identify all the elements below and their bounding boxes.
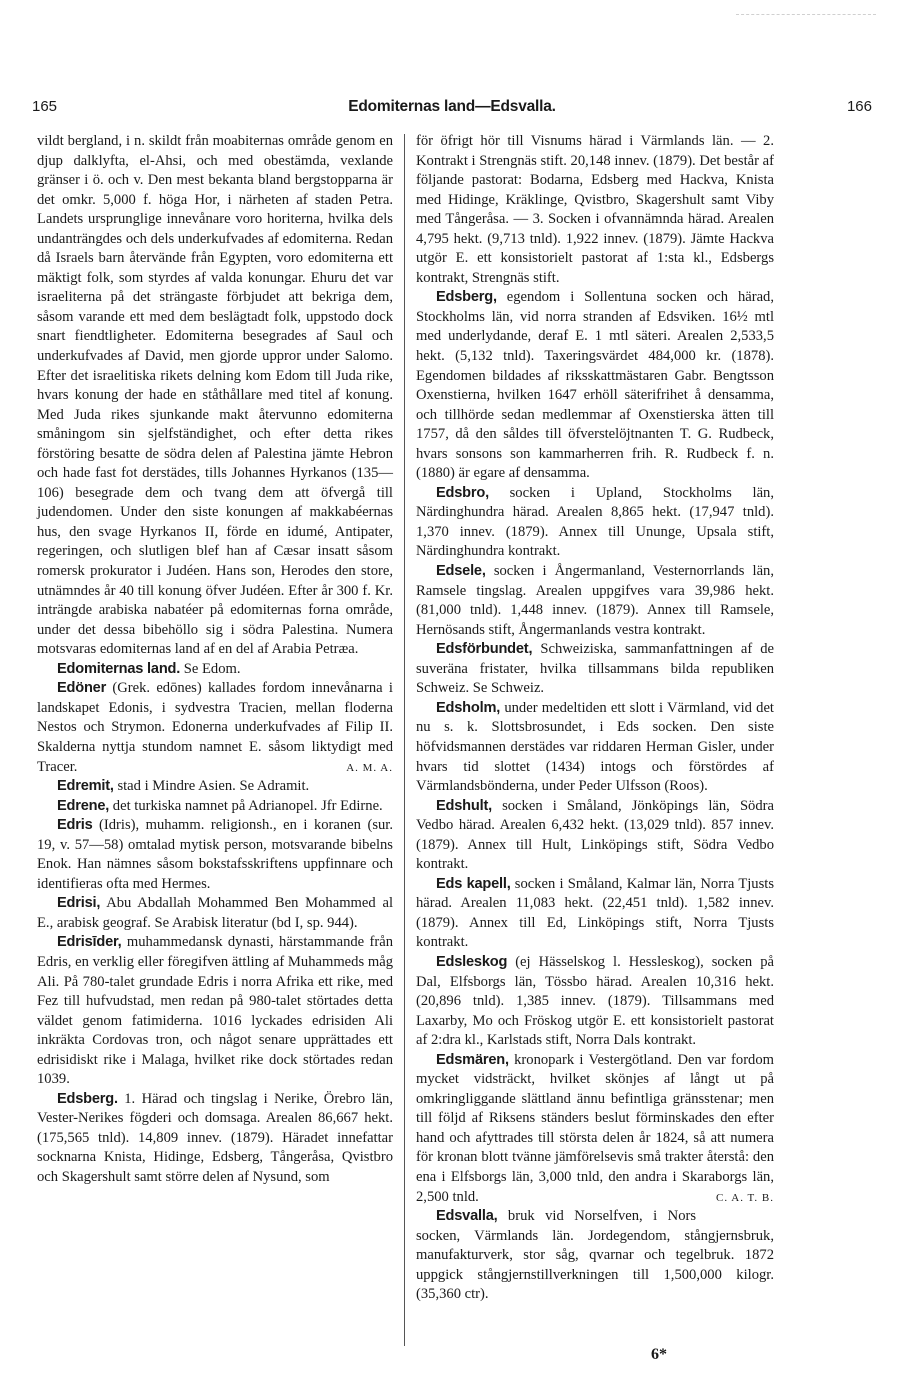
entry-text: Se Edom. <box>180 660 241 677</box>
entry-text: för öfrigt hör till Visnums härad i Värmlands län. — 2. Kontrakt i Strengnäs stift. 20,148 innev. (1879). Det består af följande pastorat: Bodarna, Edsberg med Hackva, Knista med Hidinge, Kräklinge, Qvistbro, Skagershult samt Viby med Tångeråsa. — 3. Socken i ofvannämnda härad. Arealen 4,795 hekt. (9,713 tnld). 1,922 innev. (1879). Jämte Hackva utgör E. ett konsistorielt pastorat af 1:sta kl., Edsbergs kontrakt, Strengnäs stift. <box>416 133 774 286</box>
entry-text: kronopark i Vestergötland. Den var fordom mycket vidsträckt, hvilket skönjes af långt ut på omkringliggande slättland ännu befintliga gränsstenar; men till följd af Riksens ständers beslut förminskades den efter hand och afyttrades till största delen år 1824, så att numera för kronan blott tvänne jämförelsevis små trakter återstå: den ena i Elfsborgs län, 3,000 tnld, den andra i Skaraborgs län, 2,500 tnld. <box>416 1051 774 1205</box>
entry-text: Schweiziska, sammanfattningen af de suveräna fristater, hvilka tillsammans bilda republiken Schweiz. Se Schweiz. <box>416 641 774 697</box>
entry-headword: Edomiternas land. <box>57 660 181 677</box>
dictionary-entry <box>37 816 393 894</box>
entry-text: bruk vid Norselfven, i Nors socken, Värmlands län. Jordegendom, stångjernsbruk, manufakturverk, stor såg, qvarnar och tegelbruk. 1872 uppgick stångjernstillverkningen till 1,500,000 kilogr. (35,360 ctr). <box>416 1208 774 1303</box>
entry-text: socken i Upland, Stockholms län, Närdinghundra härad. Arealen 8,865 hekt. (17,947 tnld). 1,370 innev. (1879). Annex till Ununge, Upsala stift, Närdinghundra kontrakt. <box>416 484 774 560</box>
page-number-right: 166 <box>846 98 872 115</box>
dictionary-entry <box>37 679 393 777</box>
left-column <box>37 132 393 1188</box>
entry-headword: Edsberg, <box>436 289 497 306</box>
page-number-left: 165 <box>32 98 58 115</box>
entry-headword: Edrisīder, <box>57 934 122 951</box>
entry-text: Abu Abdallah Mohammed Ben Mohammed al E., arabisk geograf. Se Arabisk literatur (bd I, sp. 944). <box>37 895 393 931</box>
entry-headword: Edsvalla, <box>436 1208 498 1225</box>
dictionary-entry <box>416 562 774 640</box>
column-divider <box>404 134 405 1346</box>
entry-headword: Edöner <box>57 680 107 697</box>
dictionary-entry <box>416 1051 774 1207</box>
page-header <box>32 98 872 122</box>
right-column <box>416 132 774 1305</box>
entry-text: egendom i Sollentuna socken och härad, Stockholms län, vid norra stranden af Edsviken. 16½ mtl med underlydande, deraf E. 1 mtl säteri. Arealen 2,533,5 hekt. (5,132 tnld). Taxeringsvärdet 484,000 kr. (1878). Egendomen bildades af riksskattmästaren Gabr. Bengtsson Oxenstierna, hvilken 1647 erhöll säterifrihet å densamma, och tillhörde sedan medlemmar af Oxenstierska ätten till 1757, då den såldes till öfverstelöjtnanten T. G. Rudbeck, hvars sonsons son kammarherren frih. R. Rudbeck f. n. (1880) är egare af densamma. <box>416 289 774 482</box>
dictionary-entry <box>416 699 774 797</box>
entry-text: muhammedansk dynasti, härstammande från Edris, en verklig eller föregifven ättling af Muhammeds måg Ali. På 780-talet grundade Edris i norra Afrika ett rike, med Fez till hufvudstad, men redan på 980-talet störtades detta väldet genom fatimiderna. 1016 lyckades edrisiden Ali inkräkta Cordovas tron, och något senare upprättades ett edrisidiskt rike i Malaga, hvilket rike dock störtades redan 1039. <box>37 934 393 1088</box>
dictionary-entry <box>37 894 393 933</box>
entry-headword: Edsmären, <box>436 1051 509 1068</box>
entry-text: (ej Hässelskog l. Hessleskog), socken på Dal, Elfsborgs län, Tössbo härad. Arealen 10,316 hekt. (20,896 tnld). 1,385 innev. (1879). Tillsammans med Laxarby, Mo och Fröskog utgör E. ett konsistorielt pastorat af 2:dra kl., Karlstads stift, Norra Dals kontrakt. <box>416 953 774 1049</box>
entry-headword: Edsberg. <box>57 1090 118 1107</box>
dictionary-entry <box>416 484 774 562</box>
printer-signature-mark: 6* <box>651 1346 667 1363</box>
dictionary-entry <box>37 1090 393 1188</box>
author-signature: C. A. T. B. <box>716 1191 774 1204</box>
dictionary-entry <box>416 640 774 699</box>
dictionary-entry <box>37 777 393 797</box>
entry-text: socken i Småland, Jönköpings län, Södra Vedbo härad. Arealen 6,432 hekt. (13,029 tnld). 857 innev. (1879). Annex till Hult, Linköpings stift, Södra Vedbo kontrakt. <box>416 797 774 873</box>
entry-headword: Edsholm, <box>436 699 501 716</box>
entry-headword: Edsele, <box>436 563 486 580</box>
dictionary-entry <box>416 1207 774 1305</box>
entry-headword: Edremit, <box>57 778 114 795</box>
author-signature: A. M. A. <box>346 761 393 774</box>
dictionary-entry <box>37 797 393 817</box>
entry-headword: Edrene, <box>57 797 110 814</box>
dictionary-entry <box>416 875 774 953</box>
entry-headword: Edsleskog <box>436 953 508 970</box>
scan-margin-mark <box>736 14 876 17</box>
dictionary-entry <box>416 797 774 875</box>
dictionary-entry <box>416 132 774 288</box>
dictionary-entry <box>416 953 774 1051</box>
dictionary-entry <box>37 933 393 1089</box>
entry-headword: Edshult, <box>436 797 492 814</box>
dictionary-entry <box>37 660 393 680</box>
entry-text: det turkiska namnet på Adrianopel. Jfr Edirne. <box>109 797 383 814</box>
entry-text: stad i Mindre Asien. Se Adramit. <box>113 778 310 795</box>
entry-text: under medeltiden ett slott i Värmland, vid det nu s. k. Slottsbrosundet, i Eds socken. Den siste höfvidsmannen derstädes var riddaren Herman Gisler, under hvars tid slottet (1434) intogs och förstördes af Värmlandsbönderna, under Peder Ulfsson (Roos). <box>416 699 774 795</box>
entry-text: (Idris), muhamm. religionsh., en i koranen (sur. 19, v. 57—58) omtalad mytisk person, motsvarande bibelns Enok. Han nämnes såsom bokstafsskriftens uppfinnare och identifieras ofta med Hermes. <box>37 817 393 892</box>
entry-headword: Edsförbundet, <box>436 641 533 658</box>
entry-text: socken i Småland, Kalmar län, Norra Tjusts härad. Arealen 11,083 hekt. (22,451 tnld). 1,582 innev. (1879). Annex till Ed, Linköpings stift, Norra Tjusts kontrakt. <box>416 875 775 951</box>
running-head: Edomiternas land—Edsvalla. <box>348 98 556 115</box>
entry-headword: Edris <box>57 817 93 834</box>
entry-headword: Eds kapell, <box>436 875 511 892</box>
entry-text: socken i Ångermanland, Vesternorrlands län, Ramsele tingslag. Arealen uppgifves vara 39,986 hekt. (81,000 tnld). 1,448 innev. (1879). Annex till Ramsele, Hernösands stift, Ångermanlands vestra kontrakt. <box>416 563 774 638</box>
dictionary-entry <box>416 288 774 483</box>
entry-text: (Grek. edōnes) kallades fordom innevånarna i landskapet Edonis, i sydvestra Tracien, mellan floderna Nestos och Strymon. Edonerna underkufvades af Filip II. Skalderna nyttja stundom namnet E. såsom liktydigt med Tracer. <box>37 680 393 775</box>
entry-headword: Edsbro, <box>436 484 489 501</box>
entry-text: 1. Härad och tingslag i Nerike, Örebro län, Vester-Nerikes fögderi och domsaga. Arealen 86,667 hekt. (175,565 tnld). 14,809 innev. (1879). Häradet innefattar socknarna Knista, Hidinge, Edsberg, Tångeråsa, Qvistbro och Skagershult samt större delen af Nysund, som <box>37 1090 393 1185</box>
dictionary-entry <box>37 132 393 660</box>
entry-text: vildt bergland, i n. skildt från moabiternas område genom en djup dalklyfta, el-Ahsi, och med obestämda, vexlande gränser i ö. och v. Den mest bekanta bland bergstopparna är det omkr. 5,000 f. höga Hor, i närheten af staden Petra. Landets ursprunglige innevånare voro horiterna, hvilka dels undanträngdes och dels underkufvades af edomiterna. Redan då Israels barn återvände från Egypten, voro edomiterna ett mäktigt folk, som styrdes af valda konungar. Ehuru det var israeliterna på det strängaste förbjudet att bekriga dem, såsom varande ett med dem beslägtadt folk, uppstodo dock snart fiendtligheter. Edomiterna besegrades af Saul och underkufvades af David, men gjorde uppror under Salomo. Efter det israelitiska rikets delning kom Edom till Juda rike, hvars konung der hade en ståthållare med titel af konung. Med Juda rikes sjunkande makt återvunno edomiterna småningom sin sjelfständighet, och efter detta rikes förstöring besatte de södra delen af Palestina jämte Hebron och hade fast fot derstädes, tills Johannes Hyrkanos (135—106) besegrade dem och tvang dem att öfvergå till judendomen. Under den siste konungen af makkabéernas hus, den svage Hyrkanos II, förde en idumé, Antipater, regeringen, och slutligen blef han af Cæsar insatt såsom romersk prokurator i Judéen. Hans son, Herodes den store, utnämndes år 40 till konung öfver Judéen. Efter år 300 f. Kr. inträngde arabiska nabatéer på edomiternas forna område, under det dessa bibehöllo sig i södra Palestina. Numera motsvaras edomiternas land af en del af Arabia Petræa. <box>37 133 393 658</box>
entry-headword: Edrisi, <box>57 895 101 912</box>
